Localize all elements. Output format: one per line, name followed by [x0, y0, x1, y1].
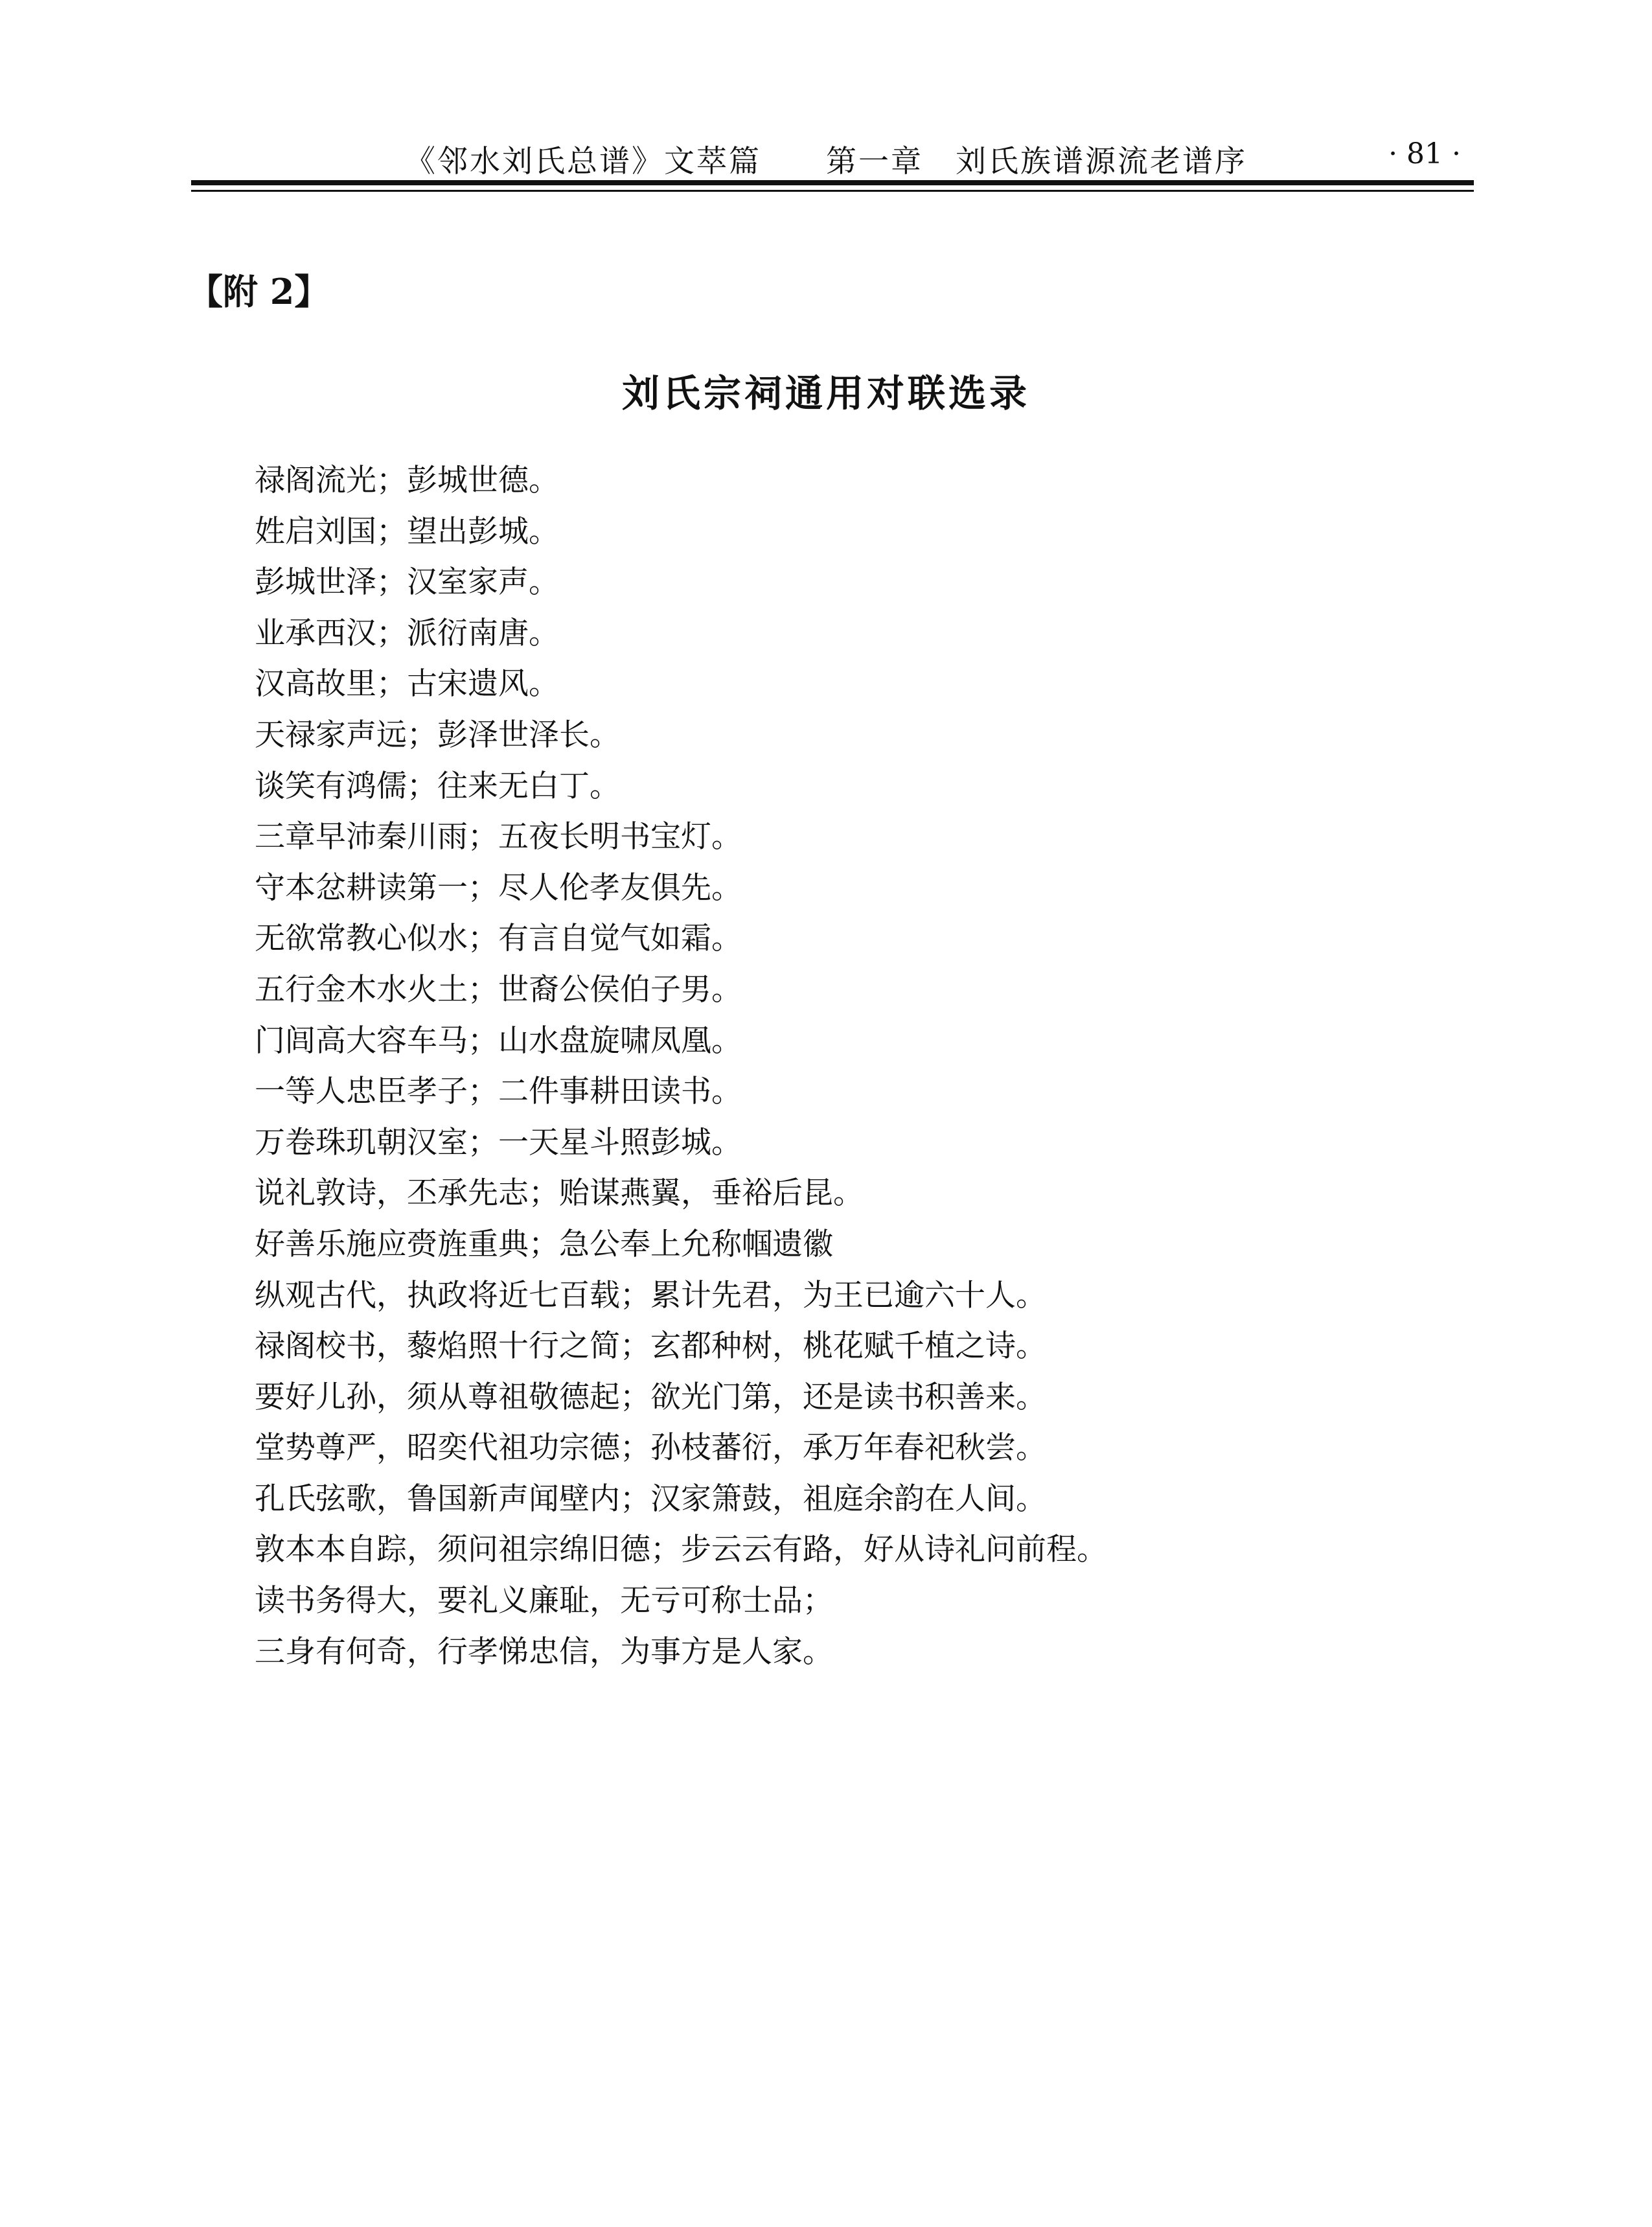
couplet-line: 守本忿耕读第一；尽人伦孝友俱先。 [255, 870, 742, 906]
couplet-line: 五行金木水火土；世裔公侯伯子男。 [255, 971, 742, 1008]
couplet-line: 敦本本自踪，须问祖宗绵旧德；步云云有路，好从诗礼问前程。 [255, 1532, 1107, 1568]
couplet-line: 三章早沛秦川雨；五夜长明书宝灯。 [255, 819, 742, 855]
couplet-line: 天禄家声远；彭泽世泽长。 [255, 717, 620, 753]
header-rule-thin [191, 190, 1474, 192]
couplet-line: 汉高故里；古宋遗风。 [255, 666, 559, 702]
couplet-line: 孔氏弦歌，鲁国新声闻壁内；汉家箫鼓，祖庭余韵在人间。 [255, 1481, 1046, 1517]
couplet-line: 三身有何奇，行孝悌忠信，为事方是人家。 [255, 1633, 833, 1670]
book-title: 《邻水刘氏总谱》文萃篇 [405, 144, 761, 179]
couplet-line: 一等人忠臣孝子；二件事耕田读书。 [255, 1074, 742, 1110]
couplet-line: 要好儿孙，须从尊祖敬德起；欲光门第，还是读书积善来。 [255, 1379, 1046, 1415]
couplet-line: 姓启刘国；望出彭城。 [255, 513, 559, 549]
couplet-line: 纵观古代，执政将近七百载；累计先君，为王已逾六十人。 [255, 1277, 1046, 1313]
page-number: · 81 · [1388, 137, 1461, 170]
couplet-line: 说礼敦诗，丕承先志；贻谋燕翼，垂裕后昆。 [255, 1175, 864, 1212]
couplet-line: 好善乐施应赍旌重典；急公奉上允称帼遗徽 [255, 1226, 833, 1262]
couplet-line: 堂势尊严，昭奕代祖功宗德；孙枝蕃衍，承万年春祀秋尝。 [255, 1430, 1046, 1466]
couplet-line: 万卷珠玑朝汉室；一天星斗照彭城。 [255, 1124, 742, 1160]
couplet-line: 禄阁流光；彭城世德。 [255, 463, 559, 498]
couplet-line: 业承西汉；派衍南唐。 [255, 615, 559, 651]
couplet-line: 彭城世泽；汉室家声。 [255, 564, 559, 601]
couplet-line: 读书务得大，要礼义廉耻，无亏可称士品； [255, 1583, 833, 1619]
section-title: 刘氏宗祠通用对联选录 [621, 371, 1030, 415]
chapter-title: 第一章 刘氏族谱源流老谱序 [826, 144, 1247, 179]
couplet-line: 门闾高大容车马；山水盘旋啸凤凰。 [255, 1022, 742, 1059]
couplet-line: 禄阁校书，藜焰照十行之简；玄都种树，桃花赋千植之诗。 [255, 1328, 1046, 1365]
couplet-line: 谈笑有鸿儒；往来无白丁。 [255, 768, 620, 804]
header-rule-thick [191, 180, 1474, 185]
appendix-label: 【附 2】 [188, 271, 330, 312]
couplet-line: 无欲常教心似水；有言自觉气如霜。 [255, 921, 742, 957]
running-header [191, 130, 1474, 179]
couplet-list [255, 456, 1107, 1678]
